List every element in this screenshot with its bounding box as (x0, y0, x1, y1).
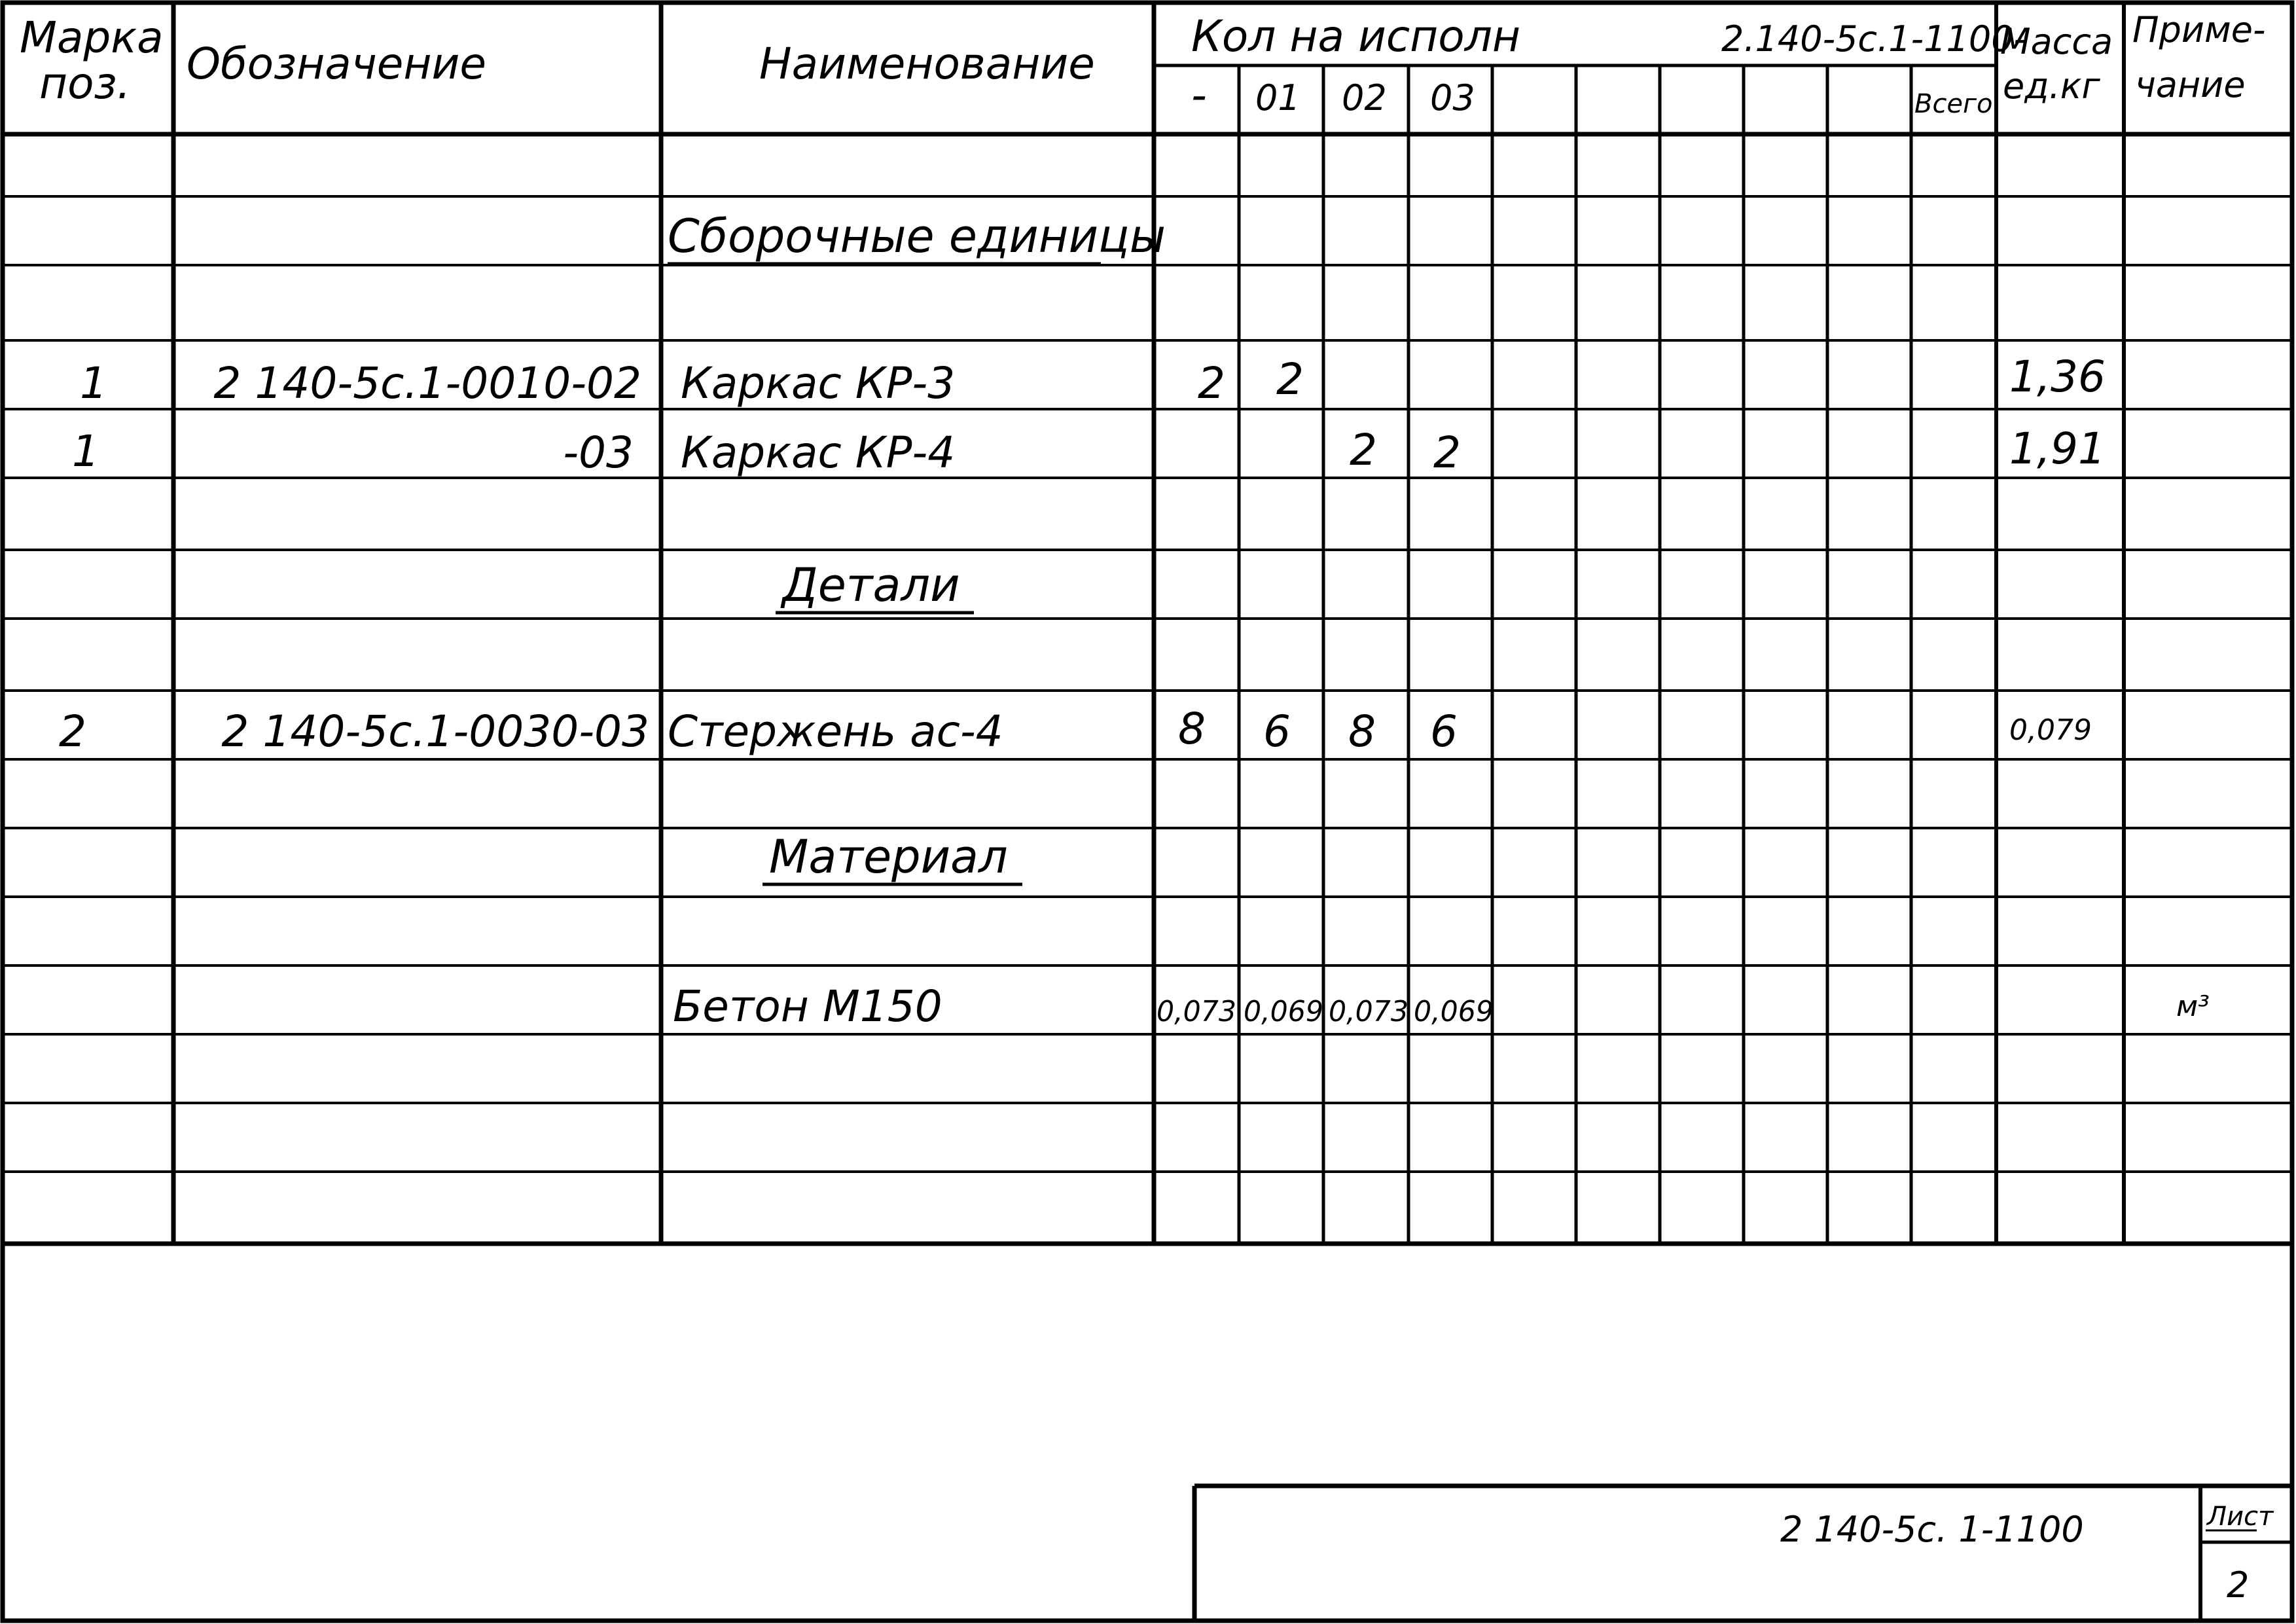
header-mass-line2: ед.кг (2003, 65, 2100, 107)
header-variant-0: - (1191, 70, 1207, 120)
header-designation: Обозначение (187, 39, 486, 89)
section-material: Материал (769, 830, 1008, 884)
title-block-doc-number: 2 140-5с. 1-1100 (1780, 1509, 2084, 1550)
section-parts: Детали (782, 558, 960, 612)
section-headings (668, 209, 1166, 884)
row-mass: 0,079 (2009, 713, 2092, 747)
row-mark: 1 (80, 358, 107, 408)
row-name: Бетон М150 (673, 981, 942, 1032)
row-qty-2: 0,073 (1329, 995, 1408, 1028)
section-assembly: Сборочные единицы (668, 209, 1166, 263)
row-qty-3: 0,069 (1414, 995, 1494, 1028)
row-qty-2: 2 (1350, 425, 1377, 475)
table-row (673, 981, 2210, 1032)
header-qty-title: Кол на исполн (1191, 11, 1521, 62)
row-qty-3: 6 (1430, 706, 1458, 757)
row-mark: 1 (72, 426, 99, 477)
header-variant-2: 02 (1342, 77, 1387, 118)
table-row (80, 352, 2106, 408)
row-qty-1: 0,069 (1244, 995, 1323, 1028)
row-mass: 1,91 (2009, 424, 2106, 474)
row-qty-0: 2 (1198, 358, 1225, 408)
row-mass: 1,36 (2009, 352, 2106, 402)
row-mark: 2 (59, 706, 86, 757)
header-name: Наименование (759, 39, 1095, 89)
table-row (59, 704, 2092, 757)
row-name: Каркас КР-3 (681, 358, 956, 408)
row-qty-1: 6 (1263, 706, 1291, 757)
row-qty-0: 0,073 (1157, 995, 1236, 1028)
row-designation: 2 140-5с.1-0030-03 (221, 706, 649, 757)
header-note-line2: чание (2135, 64, 2246, 105)
header-note-line1: Приме- (2132, 9, 2266, 50)
row-designation: -03 (563, 427, 634, 478)
table-row (72, 424, 2106, 478)
header-mass-line1: Масса (2000, 21, 2113, 62)
row-qty-3: 2 (1433, 427, 1461, 478)
header-doc-code: 2.140-5с.1-1100- (1721, 18, 2027, 60)
title-block-sheet-number: 2 (2227, 1564, 2250, 1606)
header-variant-3: 03 (1430, 77, 1475, 118)
header-mark-line2: поз. (39, 58, 131, 109)
row-designation: 2 140-5с.1-0010-02 (213, 358, 641, 408)
row-name: Каркас КР-4 (681, 427, 956, 478)
header-mark-line1: Марка (20, 12, 164, 63)
header-total: Всего (1914, 89, 1993, 119)
header-variant-1: 01 (1255, 77, 1300, 118)
row-qty-1: 2 (1276, 354, 1304, 405)
row-name: Стержень ас-4 (668, 706, 1003, 757)
row-qty-2: 8 (1348, 706, 1376, 757)
title-block-sheet-label: Лист (2207, 1502, 2274, 1532)
row-note: м³ (2176, 990, 2210, 1023)
row-qty-0: 8 (1178, 704, 1206, 754)
